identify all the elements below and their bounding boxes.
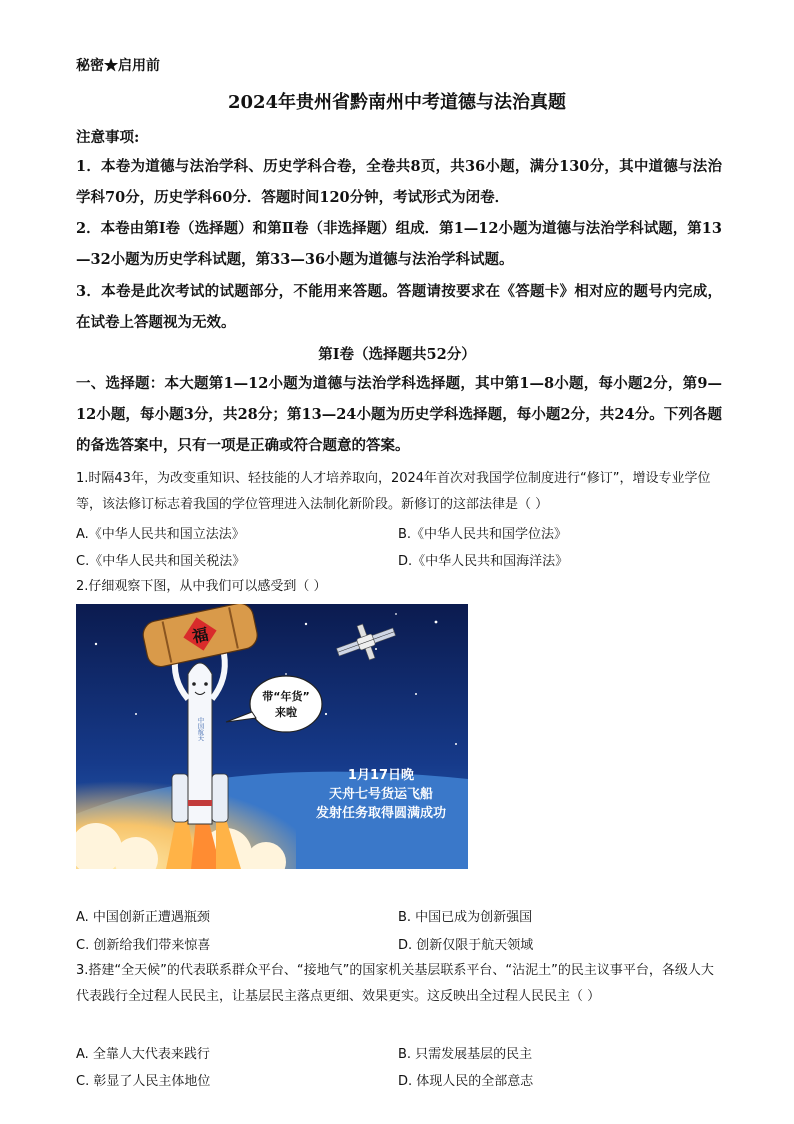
question-2-stem: 2.仔细观察下图，从中我们可以感受到（ ） [76,579,327,594]
notes-heading: 注意事项: [76,129,140,146]
question-1-option-b: B.《中华人民共和国学位法》 [398,527,568,542]
bubble-line-2: 来啦 [275,706,297,719]
question-2-option-b: B. 中国已成为创新强国 [398,910,533,925]
question-3-option-d: D. 体现人民的全部意志 [398,1074,534,1089]
question-1-option-c: C.《中华人民共和国关税法》 [76,554,246,569]
section-instructions: 一、选择题：本大题第1—12小题为道德与法治学科选择题，其中第1—8小题，每小题2分，第9—12小题，每小题3分，共28分；第13—24小题为历史学科选择题，每小题2分，共24分。下列各题的备选答案中，只有一项是正确或符合题意的答案。 [76,375,722,454]
tianzhou-cartoon-figure [76,604,468,869]
question-2-option-c: C. 创新给我们带来惊喜 [76,938,211,953]
caption-line-3: 发射任务取得圆满成功 [315,806,447,821]
note-item-2: 2．本卷由第Ⅰ卷（选择题）和第Ⅱ卷（非选择题）组成．第1—12小题为道德与法治学科试题，第13—32小题为历史学科试题，第33—36小题为道德与法治学科试题。 [76,220,722,268]
caption-line-1: 1月17日晚 [347,768,415,783]
confidential-mark: 秘密★启用前 [76,58,160,74]
page-title: 2024年贵州省黔南州中考道德与法治真题 [227,92,567,113]
caption-line-2: 天舟七号货运飞船 [328,787,434,802]
question-2-option-a: A. 中国创新正遭遇瓶颈 [76,910,210,925]
question-1-option-a: A.《中华人民共和国立法法》 [76,527,245,542]
question-3-stem: 3.搭建“全天候”的代表联系群众平台、“接地气”的国家机关基层联系平台、“沾泥土”的民主议事平台，各级人大代表践行全过程人民民主，让基层民主落点更细、效果更实。这反映出全过程人民民主（ ） [76,963,714,1004]
note-item-1: 1．本卷为道德与法治学科、历史学科合卷，全卷共8页，共36小题，满分130分，其中道德与法治学科70分，历史学科60分．答题时间120分钟，考试形式为闭卷． [76,158,722,206]
question-3-option-c: C. 彰显了人民主体地位 [76,1074,211,1089]
rocket-label: 中国航天 [196,717,204,741]
question-1-option-d: D.《中华人民共和国海洋法》 [398,554,569,569]
fortune-character: 福 [190,624,211,647]
question-2-option-d: D. 创新仅限于航天领域 [398,938,534,953]
question-3-option-b: B. 只需发展基层的民主 [398,1047,533,1062]
section-title: 第Ⅰ卷（选择题共52分） [318,346,476,363]
question-1-stem: 1.时隔43年，为改变重知识、轻技能的人才培养取向，2024年首次对我国学位制度进行“修订”，增设专业学位等，该法修订标志着我国的学位管理进入法制化新阶段。新修订的这部法律是（ ） [76,471,711,512]
question-3-option-a: A. 全靠人大代表来践行 [76,1047,210,1062]
bubble-line-1: 带“年货” [262,690,310,703]
cartoon-illustration [76,604,468,869]
note-item-3: 3．本卷是此次考试的试题部分，不能用来答题。答题请按要求在《答题卡》相对应的题号内完成，在试卷上答题视为无效。 [76,283,722,331]
